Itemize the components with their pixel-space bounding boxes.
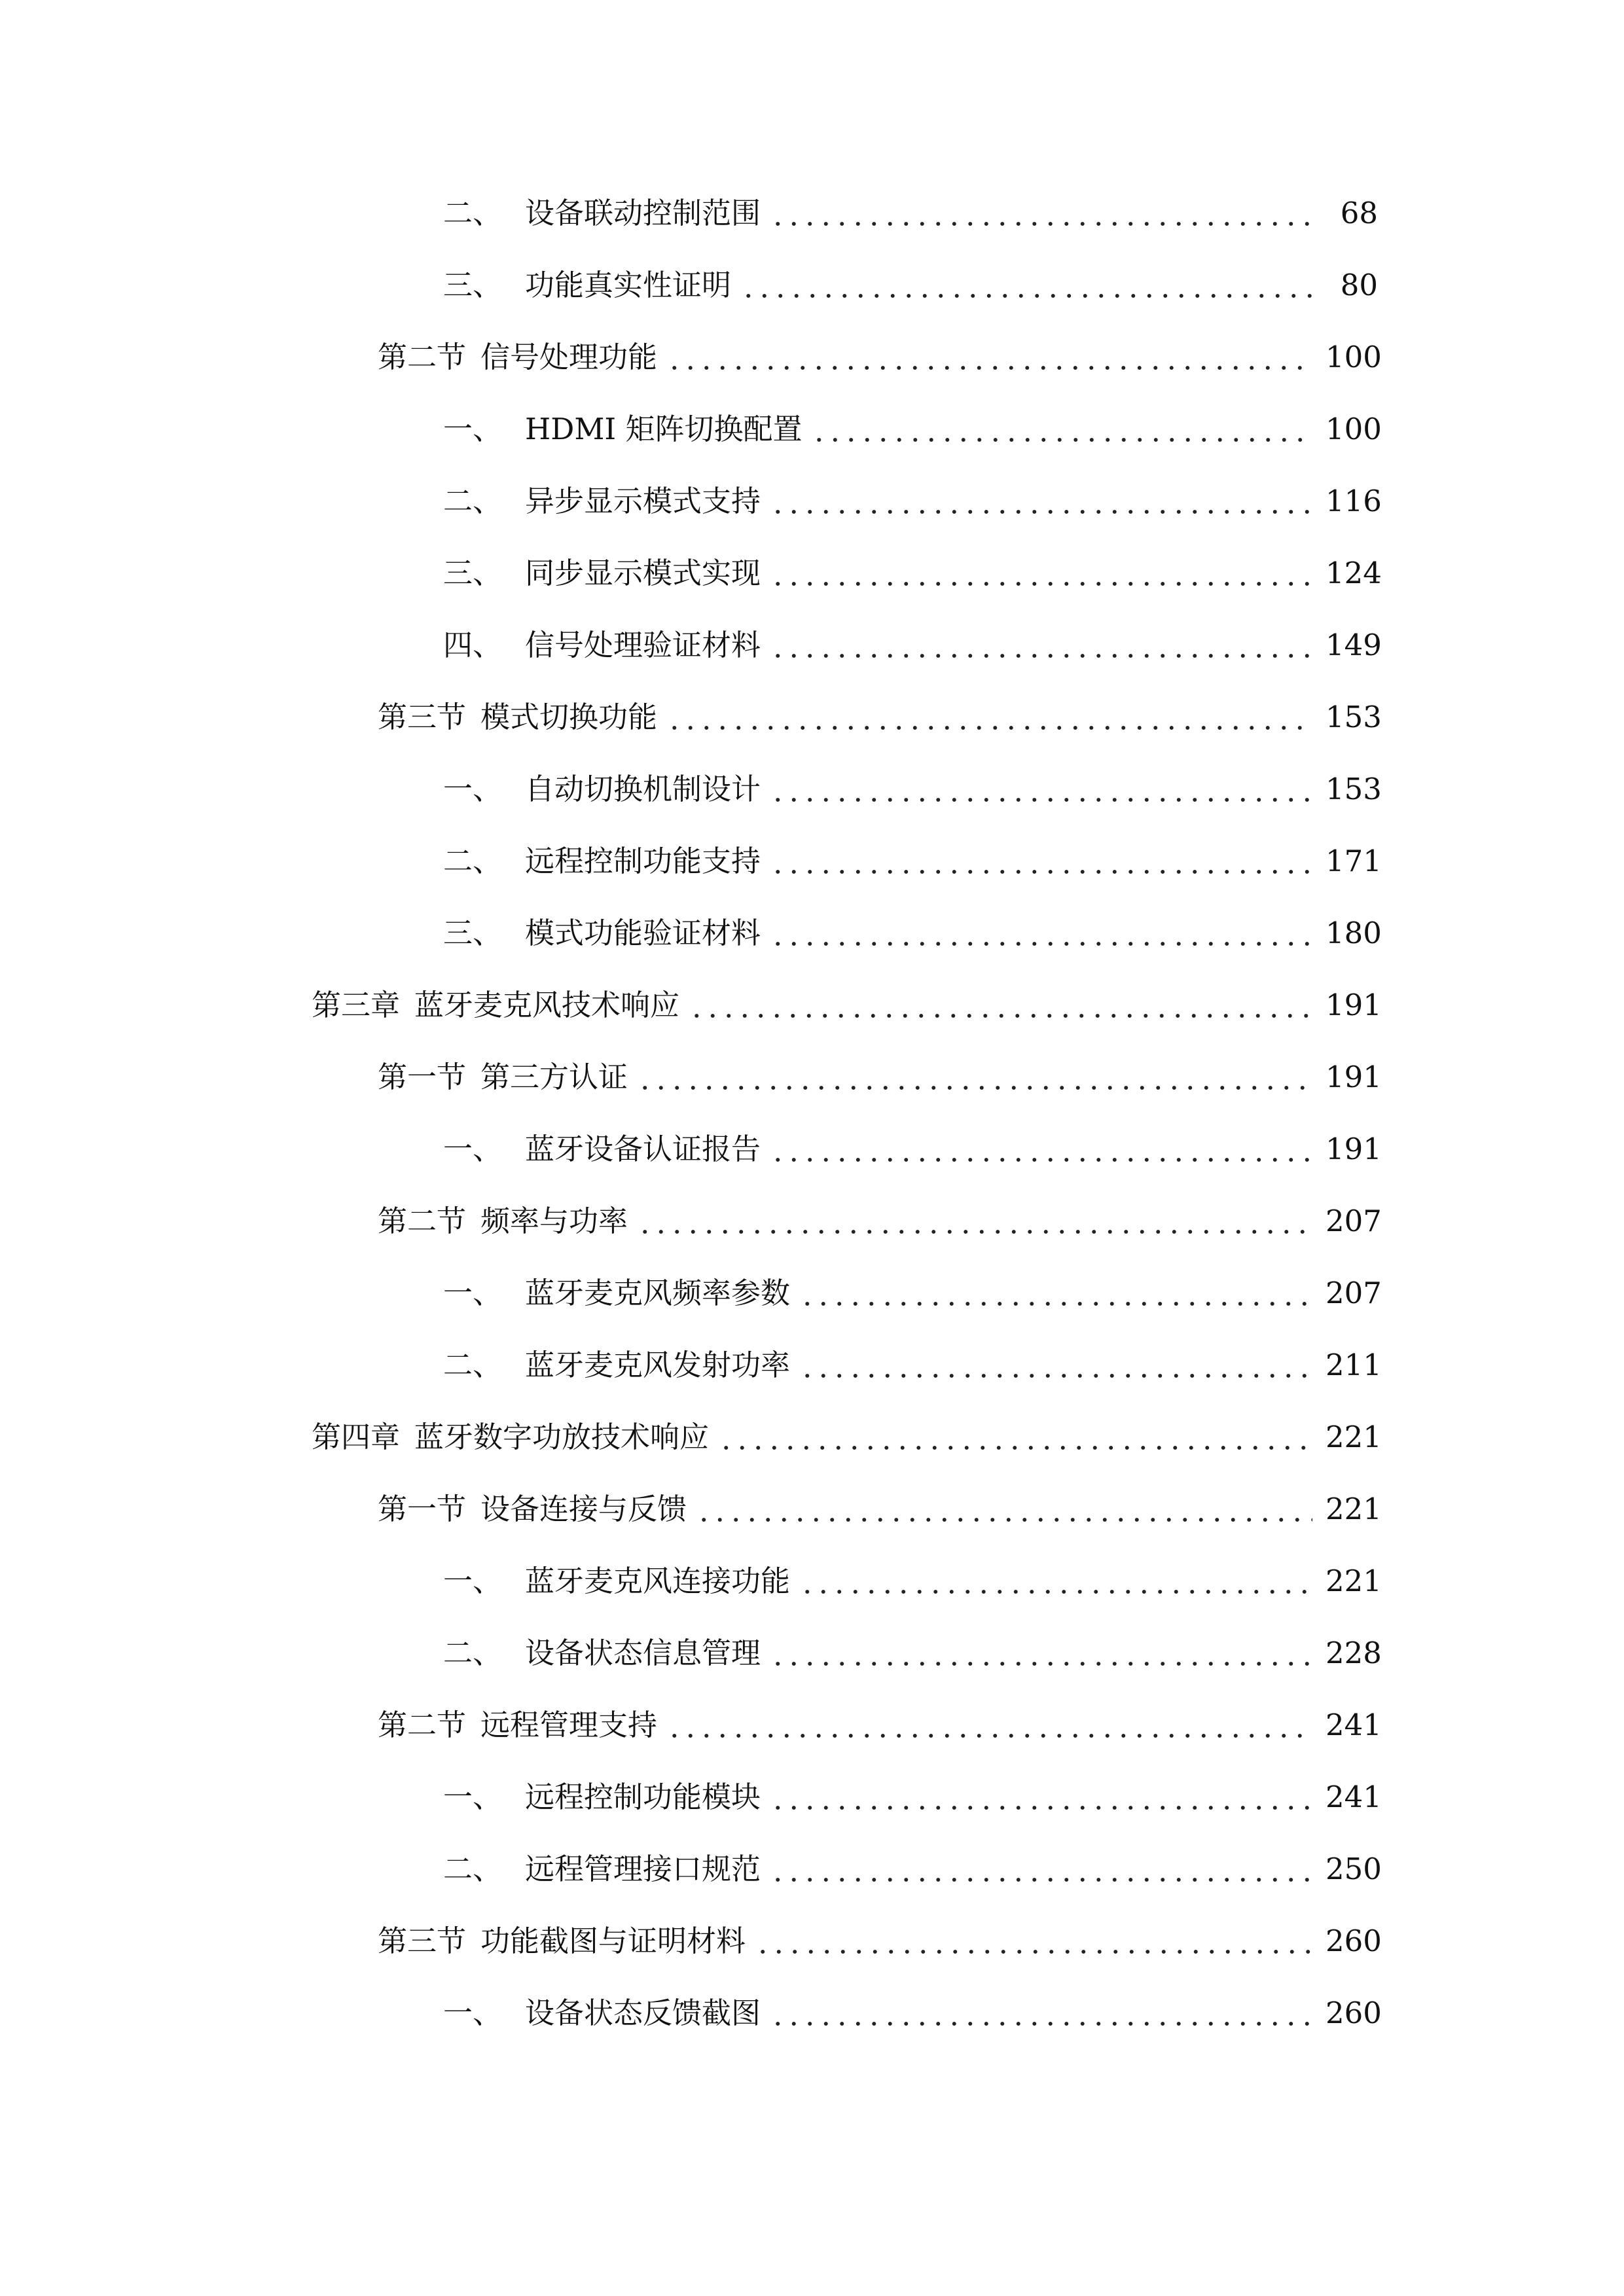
toc-entry-page: 260 [1326, 1995, 1382, 2030]
toc-entry[interactable] [0, 249, 1624, 321]
dot-leader [770, 1998, 1312, 2028]
toc-entry-title: 蓝牙麦克风发射功率 [525, 1347, 791, 1382]
toc-entry-page: 260 [1326, 1923, 1382, 1958]
toc-entry[interactable] [0, 321, 1624, 393]
toc-entry-title: HDMI 矩阵切换配置 [525, 411, 803, 446]
toc-entry-number: 一、 [443, 411, 503, 446]
toc-entry-page: 171 [1326, 843, 1382, 878]
toc-entry-label [443, 1275, 791, 1310]
toc-entry[interactable] [0, 753, 1624, 825]
toc-entry-title: 设备连接与反馈 [480, 1491, 687, 1526]
toc-entry-number: 一、 [443, 1995, 503, 2030]
toc-entry-title: 远程控制功能模块 [525, 1779, 761, 1814]
toc-entry-number: 第三章 [312, 987, 401, 1022]
toc-entry-label [443, 771, 761, 806]
toc-entry-title: 蓝牙数字功放技术响应 [414, 1419, 710, 1454]
dot-leader [770, 774, 1312, 804]
dot-leader [770, 846, 1312, 876]
toc-entry-label [443, 915, 761, 950]
toc-entry[interactable] [0, 1761, 1624, 1833]
toc-entry-page: 241 [1326, 1707, 1382, 1742]
toc-entry-number: 二、 [443, 843, 503, 878]
toc-entry-label [443, 1347, 791, 1382]
toc-entry-number: 第二节 [378, 1203, 467, 1238]
toc-entry[interactable] [0, 1977, 1624, 2049]
toc-entry-label [378, 1203, 628, 1238]
dot-leader [637, 1206, 1312, 1236]
toc-entry-title: 第三方认证 [480, 1059, 628, 1094]
toc-entry-number: 一、 [443, 771, 503, 806]
toc-entry-page: 100 [1326, 411, 1382, 446]
table-of-contents [0, 177, 1624, 2049]
toc-entry-page: 250 [1326, 1851, 1382, 1886]
dot-leader [770, 486, 1312, 516]
toc-entry-page: 207 [1326, 1275, 1382, 1310]
toc-entry[interactable] [0, 1113, 1624, 1185]
toc-entry-label [443, 483, 761, 518]
dot-leader [811, 414, 1312, 444]
toc-entry-label [312, 987, 680, 1022]
toc-entry-number: 二、 [443, 483, 503, 518]
dot-leader [770, 918, 1312, 948]
toc-entry-page: 153 [1326, 771, 1382, 806]
toc-entry[interactable] [0, 1185, 1624, 1257]
toc-entry-number: 第四章 [312, 1419, 401, 1454]
toc-entry-label [378, 1923, 746, 1958]
toc-entry-number: 第三节 [378, 1923, 467, 1958]
toc-entry-page: 221 [1326, 1491, 1382, 1526]
toc-entry-title: 功能截图与证明材料 [480, 1923, 746, 1958]
dot-leader [770, 1854, 1312, 1884]
toc-entry-number: 三、 [443, 555, 503, 590]
toc-entry-label [378, 1491, 687, 1526]
toc-entry-page: 124 [1326, 555, 1382, 590]
toc-entry-title: 远程管理支持 [480, 1707, 658, 1742]
toc-entry-page: 153 [1326, 699, 1382, 734]
toc-entry-page: 80 [1340, 267, 1378, 302]
toc-entry-number: 第一节 [378, 1059, 467, 1094]
toc-entry-title: 同步显示模式实现 [525, 555, 761, 590]
toc-entry-page: 100 [1326, 339, 1382, 374]
toc-entry[interactable] [0, 1041, 1624, 1113]
toc-entry-label [443, 1995, 761, 2030]
toc-entry[interactable] [0, 1329, 1624, 1401]
toc-entry-label [312, 1419, 710, 1454]
dot-leader [637, 1062, 1312, 1092]
dot-leader [718, 1422, 1312, 1452]
toc-entry-label [443, 843, 761, 878]
toc-entry-page: 228 [1326, 1635, 1382, 1670]
toc-entry[interactable] [0, 1833, 1624, 1905]
toc-entry-page: 207 [1326, 1203, 1382, 1238]
toc-entry-title: 信号处理功能 [480, 339, 658, 374]
toc-entry[interactable] [0, 1257, 1624, 1329]
toc-entry-number: 第一节 [378, 1491, 467, 1526]
toc-entry-title: 模式切换功能 [480, 699, 658, 734]
toc-entry[interactable] [0, 897, 1624, 969]
toc-entry-number: 第二节 [378, 1707, 467, 1742]
toc-entry-number: 一、 [443, 1131, 503, 1166]
toc-entry[interactable] [0, 609, 1624, 681]
dot-leader [799, 1350, 1312, 1380]
toc-entry-page: 68 [1340, 195, 1378, 230]
dot-leader [770, 630, 1312, 660]
dot-leader [666, 342, 1312, 372]
toc-entry-title: 异步显示模式支持 [525, 483, 761, 518]
toc-entry-label [443, 1851, 761, 1886]
dot-leader [770, 1638, 1312, 1668]
toc-entry-page: 191 [1326, 1059, 1382, 1094]
toc-entry[interactable] [0, 1689, 1624, 1761]
toc-entry-label [443, 267, 732, 302]
dot-leader [666, 702, 1312, 732]
toc-entry-title: 设备状态反馈截图 [525, 1995, 761, 2030]
toc-entry-page: 149 [1326, 627, 1382, 662]
toc-entry-number: 三、 [443, 915, 503, 950]
toc-entry[interactable] [0, 1905, 1624, 1977]
toc-entry-number: 第二节 [378, 339, 467, 374]
toc-entry-page: 116 [1326, 483, 1382, 518]
toc-entry-label [443, 555, 761, 590]
toc-entry-number: 一、 [443, 1275, 503, 1310]
toc-entry-label [443, 627, 761, 662]
toc-entry-title: 蓝牙麦克风频率参数 [525, 1275, 791, 1310]
toc-entry[interactable] [0, 1401, 1624, 1473]
toc-entry-number: 一、 [443, 1779, 503, 1814]
toc-entry-title: 设备联动控制范围 [525, 195, 761, 230]
toc-entry-label [378, 1707, 658, 1742]
toc-entry-page: 221 [1326, 1563, 1382, 1598]
toc-entry-page: 211 [1326, 1347, 1382, 1382]
toc-entry-number: 二、 [443, 195, 503, 230]
toc-entry-title: 蓝牙麦克风连接功能 [525, 1563, 791, 1598]
toc-entry-number: 第三节 [378, 699, 467, 734]
dot-leader [689, 990, 1312, 1020]
toc-entry-number: 一、 [443, 1563, 503, 1598]
toc-entry-number: 四、 [443, 627, 503, 662]
toc-entry-label [443, 1779, 761, 1814]
toc-entry-title: 频率与功率 [480, 1203, 628, 1238]
toc-entry-label [443, 1563, 791, 1598]
dot-leader [696, 1494, 1312, 1524]
toc-entry-title: 蓝牙设备认证报告 [525, 1131, 761, 1166]
toc-entry-title: 蓝牙麦克风技术响应 [414, 987, 680, 1022]
toc-entry-label [443, 411, 803, 446]
toc-entry[interactable] [0, 825, 1624, 897]
toc-entry[interactable] [0, 177, 1624, 249]
toc-entry[interactable] [0, 393, 1624, 465]
toc-entry-page: 241 [1326, 1779, 1382, 1814]
toc-entry-label [378, 699, 658, 734]
toc-entry-title: 自动切换机制设计 [525, 771, 761, 806]
toc-entry[interactable] [0, 1545, 1624, 1617]
dot-leader [799, 1566, 1312, 1596]
toc-entry-title: 远程管理接口规范 [525, 1851, 761, 1886]
dot-leader [666, 1710, 1312, 1740]
dot-leader [770, 1134, 1312, 1164]
toc-entry-label [443, 195, 761, 230]
toc-entry-number: 二、 [443, 1347, 503, 1382]
toc-entry-title: 模式功能验证材料 [525, 915, 761, 950]
dot-leader [755, 1926, 1312, 1956]
toc-entry-page: 180 [1326, 915, 1382, 950]
toc-entry-label [378, 339, 658, 374]
toc-entry-title: 设备状态信息管理 [525, 1635, 761, 1670]
toc-entry-title: 信号处理验证材料 [525, 627, 761, 662]
toc-entry[interactable] [0, 681, 1624, 753]
toc-entry-label [443, 1635, 761, 1670]
toc-entry-page: 221 [1326, 1419, 1382, 1454]
toc-entry-title: 远程控制功能支持 [525, 843, 761, 878]
dot-leader [770, 198, 1312, 228]
toc-entry[interactable] [0, 465, 1624, 537]
toc-entry[interactable] [0, 1473, 1624, 1545]
dot-leader [799, 1278, 1312, 1308]
toc-entry[interactable] [0, 537, 1624, 609]
toc-entry-label [378, 1059, 628, 1094]
toc-entry-number: 三、 [443, 267, 503, 302]
dot-leader [770, 1782, 1312, 1812]
toc-entry[interactable] [0, 1617, 1624, 1689]
toc-entry-number: 二、 [443, 1851, 503, 1886]
toc-entry-number: 二、 [443, 1635, 503, 1670]
dot-leader [740, 270, 1312, 300]
toc-entry-title: 功能真实性证明 [525, 267, 732, 302]
toc-entry-page: 191 [1326, 1131, 1382, 1166]
toc-entry-label [443, 1131, 761, 1166]
toc-entry-page: 191 [1326, 987, 1382, 1022]
dot-leader [770, 558, 1312, 588]
toc-entry[interactable] [0, 969, 1624, 1041]
